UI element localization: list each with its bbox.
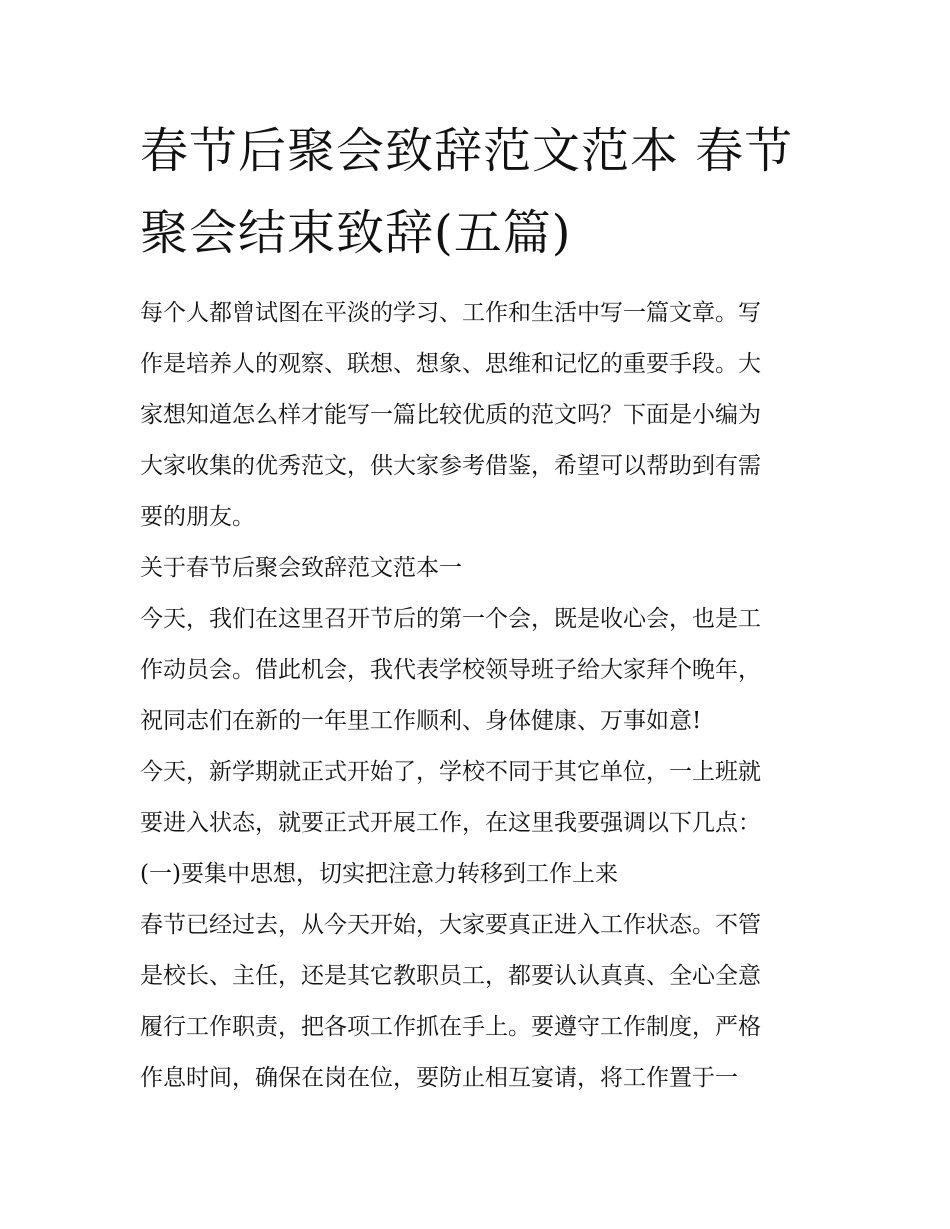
text-line: 作是培养人的观察、联想、想象、思维和记忆的重要手段。大: [140, 351, 761, 377]
text-line: 要的朋友。: [140, 504, 255, 530]
paragraph-3: [140, 900, 815, 1104]
document-page: [140, 110, 815, 1104]
text-line: 要进入状态，就要正式开展工作，在这里我要强调以下几点：: [140, 810, 761, 836]
text-line: 作息时间，确保在岗在位，要防止相互宴请，将工作置于一: [140, 1065, 738, 1091]
text-line: 今天，新学期就正式开始了，学校不同于其它单位，一上班就: [140, 759, 761, 785]
text-line: 每个人都曾试图在平淡的学习、工作和生活中写一篇文章。写: [140, 300, 761, 326]
text-line: 作动员会。借此机会，我代表学校领导班子给大家拜个晚年，: [140, 657, 761, 683]
title-line: 春节后聚会致辞范文范本 春节: [140, 123, 794, 179]
text-line: 大家收集的优秀范文，供大家参考借鉴，希望可以帮助到有需: [140, 453, 761, 479]
section-heading: 关于春节后聚会致辞范文范本一: [140, 555, 462, 581]
subheading: (一)要集中思想，切实把注意力转移到工作上来: [140, 861, 618, 887]
paragraph-1: [140, 594, 815, 747]
text-line: 春节已经过去，从今天开始，大家要真正进入工作状态。不管: [140, 912, 761, 938]
document-title: [140, 110, 815, 274]
text-line: 今天，我们在这里召开节后的第一个会，既是收心会，也是工: [140, 606, 761, 632]
paragraph-2: [140, 747, 815, 849]
text-line: 是校长、主任，还是其它教职员工，都要认认真真、全心全意: [140, 963, 761, 989]
title-line: 聚会结束致辞(五篇): [140, 205, 572, 261]
intro-paragraph: [140, 288, 815, 543]
text-line: 家想知道怎么样才能写一篇比较优质的范文吗？下面是小编为: [140, 402, 761, 428]
text-line: 履行工作职责，把各项工作抓在手上。要遵守工作制度，严格: [140, 1014, 761, 1040]
text-line: 祝同志们在新的一年里工作顺利、身体健康、万事如意!: [140, 708, 702, 734]
